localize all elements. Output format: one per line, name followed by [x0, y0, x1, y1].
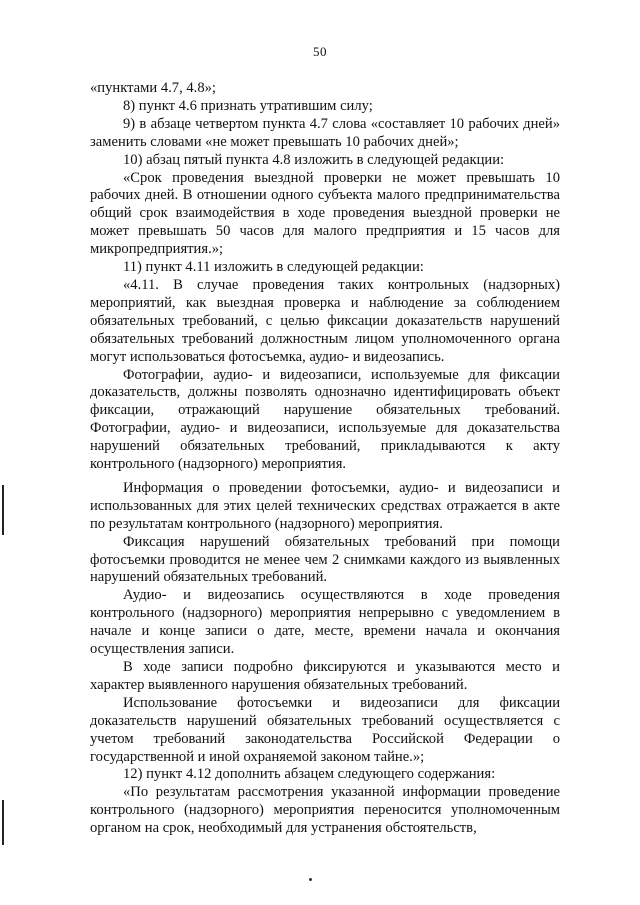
scan-margin-mark	[2, 800, 4, 845]
paragraph: Фотографии, аудио- и видеозаписи, используемые для фиксации доказательств, должны позволять однозначно идентифицировать объект фиксации, отражающий нарушение обязательных требований. Фотографии, аудио- и видеозаписи, используемые для доказательства нарушений обязательных требований, прикладываются к акту контрольного (надзорного) мероприятия.	[90, 366, 560, 473]
paragraph: Использование фотосъемки и видеозаписи для фиксации доказательств нарушений обязательных требований осуществляется с учетом требований законодательства Российской Федерации о государственной и иной охраняемой законом тайне.»;	[90, 694, 560, 765]
paragraph: «Срок проведения выездной проверки не может превышать 10 рабочих дней. В отношении одного субъекта малого предпринимательства общий срок взаимодействия в ходе проведения выездной проверки не может превышать 50 часов для малого предприятия и 15 часов для микропредприятия.»;	[90, 169, 560, 258]
paragraph: Информация о проведении фотосъемки, аудио- и видеозаписи и использованных для этих целей технических средствах отражается в акте по результатам контрольного (надзорного) мероприятия.	[90, 479, 560, 532]
paragraph: 10) абзац пятый пункта 4.8 изложить в следующей редакции:	[123, 151, 505, 168]
scan-margin-mark	[2, 485, 4, 535]
scan-dot-mark	[309, 878, 312, 881]
document-body	[90, 80, 560, 838]
paragraph: Фиксация нарушений обязательных требований при помощи фотосъемки проводится не менее чем 2 снимками каждого из выявленных нарушений обязательных требований.	[90, 533, 560, 586]
paragraph: Аудио- и видеозапись осуществляются в ходе проведения контрольного (надзорного) мероприятия непрерывно с уведомлением в начале и конце записи о дате, месте, времени начала и окончания осуществления записи.	[90, 587, 560, 658]
paragraph: 12) пункт 4.12 дополнить абзацем следующего содержания:	[123, 766, 496, 783]
paragraph: 9) в абзаце четвертом пункта 4.7 слова «составляет 10 рабочих дней» заменить словами «не может превышать 10 рабочих дней»;	[90, 115, 560, 150]
paragraph: «пунктами 4.7, 4.8»;	[90, 80, 216, 96]
paragraph: «4.11. В случае проведения таких контрольных (надзорных) мероприятий, как выездная проверка и наблюдение за соблюдением обязательных требований, с целью фиксации доказательств нарушений обязательных требований должностным лицом уполномоченного органа могут использоваться фотосъемка, аудио- и видеозапись.	[90, 276, 560, 365]
page-number: 50	[313, 44, 327, 59]
paragraph: 11) пункт 4.11 изложить в следующей редакции:	[123, 259, 424, 276]
paragraph: 8) пункт 4.6 признать утратившим силу;	[123, 97, 373, 114]
paragraph: «По результатам рассмотрения указанной информации проведение контрольного (надзорного) мероприятия переносится уполномоченным органом на срок, необходимый для устранения обстоятельств,	[90, 784, 560, 837]
paragraph: В ходе записи подробно фиксируются и указываются место и характер выявленного нарушения обязательных требований.	[90, 659, 560, 693]
